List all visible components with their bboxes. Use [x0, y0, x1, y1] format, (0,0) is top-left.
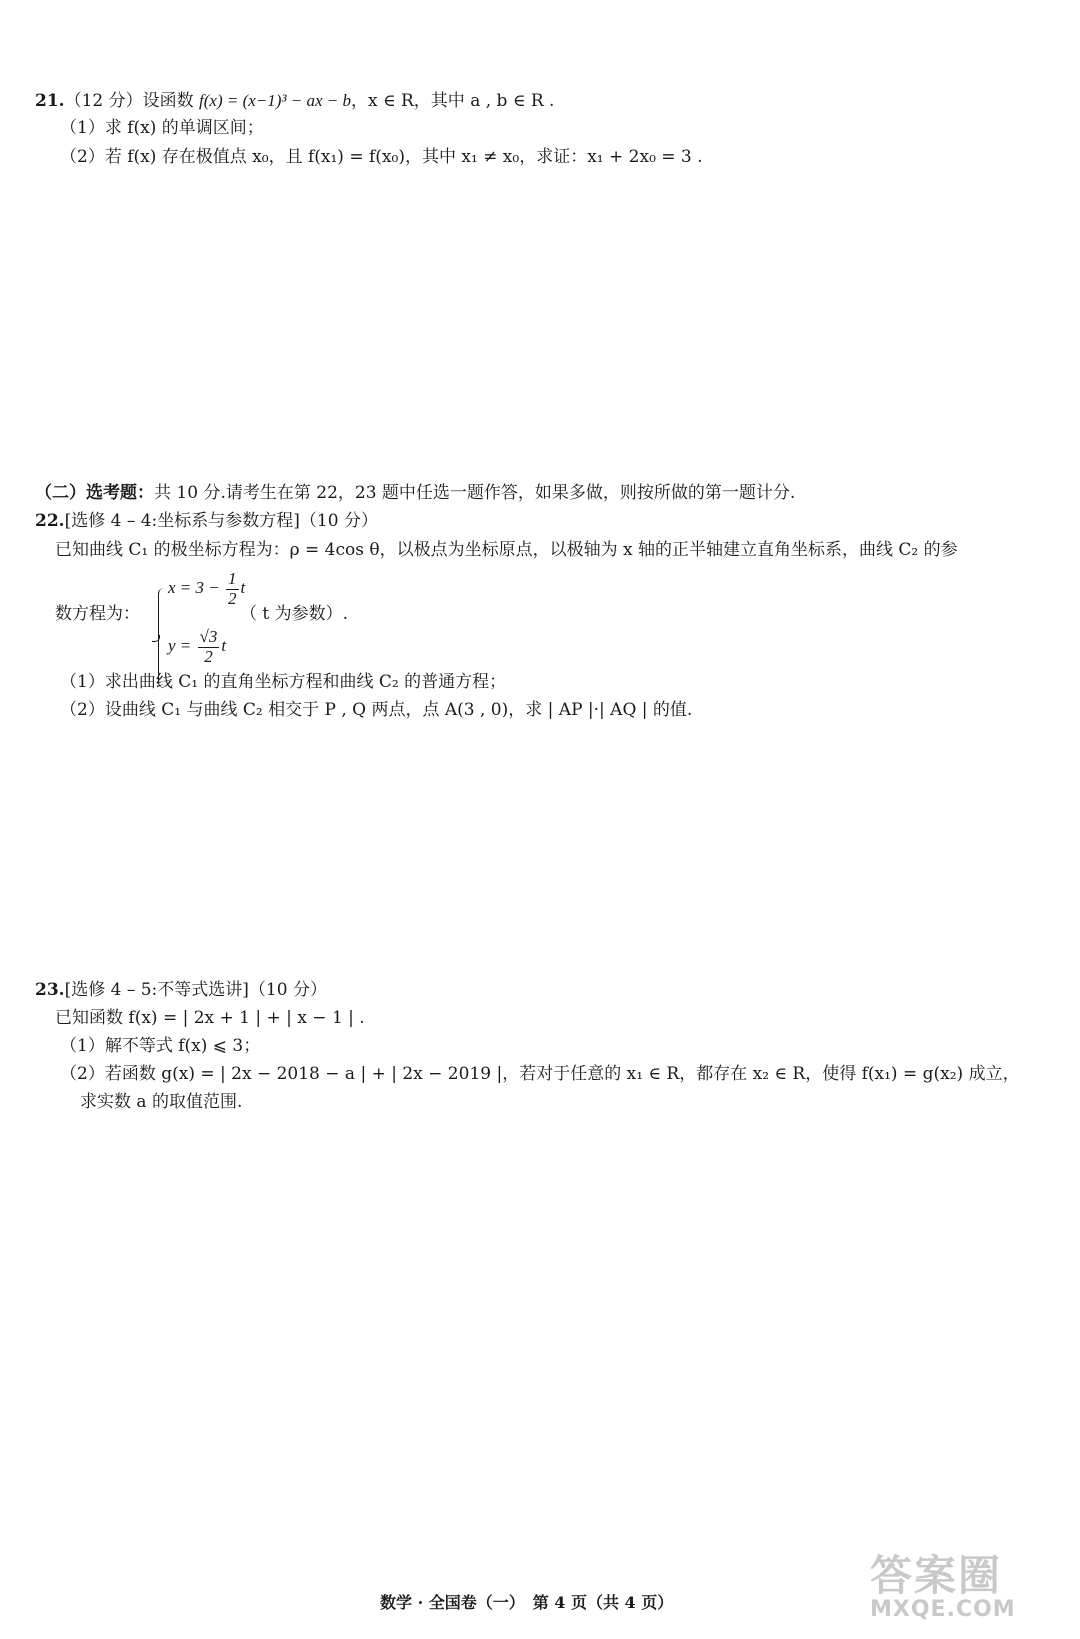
q21-part1: （1）求 f(x) 的单调区间；	[60, 118, 264, 138]
fraction-numerator: √3	[199, 627, 218, 646]
q23-part1: （1）解不等式 f(x) ⩽ 3；	[60, 1036, 261, 1056]
section2-label: （二）选考题：	[35, 483, 154, 503]
q22-param-note: （ t 为参数）.	[240, 604, 349, 624]
q22-line1: 已知曲线 C₁ 的极坐标方程为：ρ = 4cos θ，以极点为坐标原点，以极轴为 x 轴的正半轴建立直角坐标系，曲线 C₂ 的参	[55, 540, 958, 560]
param-eq-y-fraction	[198, 628, 220, 666]
watermark-logo	[870, 1551, 1070, 1635]
param-eq-y-right: t	[221, 636, 227, 656]
fraction-denominator: 2	[204, 646, 213, 666]
q22-param-label: 数方程为：	[55, 604, 140, 624]
watermark-logo-text: 答案圈	[870, 1551, 1003, 1600]
q22-part2: （2）设曲线 C₁ 与曲线 C₂ 相交于 P , Q 两点，点 A(3 , 0)，求 | AP |·| AQ | 的值.	[60, 700, 693, 720]
q22-head: [选修 4 – 4:坐标系与参数方程]（10 分）	[64, 511, 378, 531]
q23-number: 23.	[35, 980, 65, 1000]
fraction-denominator: 2	[228, 588, 237, 608]
q23-title	[35, 980, 327, 1001]
param-eq-y	[168, 628, 226, 666]
q21-function: f(x) = (x−1)³ − ax − b	[199, 91, 352, 110]
q23-line1: 已知函数 f(x) = | 2x + 1 | + | x − 1 | .	[55, 1008, 365, 1028]
q21-head: （12 分）设函数	[64, 91, 200, 111]
section2-text: 共 10 分.请考生在第 22，23 题中任选一题作答，如果多做，则按所做的第一题计分.	[154, 483, 796, 503]
watermark-site: MXQE.COM	[870, 1597, 1016, 1622]
page-footer: 数学 · 全国卷（一） 第 4 页（共 4 页）	[380, 1593, 674, 1612]
q21-title	[35, 90, 554, 112]
q21-domain: ，x ∈ R，其中 a , b ∈ R .	[351, 91, 555, 111]
q21-number: 21.	[35, 91, 65, 111]
q22-part1: （1）求出曲线 C₁ 的直角坐标方程和曲线 C₂ 的普通方程；	[60, 672, 507, 692]
param-eq-x-left: x = 3 −	[168, 578, 220, 598]
q23-part2: （2）若函数 g(x) = | 2x − 2018 − a | + | 2x − 2019 |，若对于任意的 x₁ ∈ R，都存在 x₂ ∈ R，使得 f(x₁) = g(x₂) 成立，	[60, 1064, 1020, 1084]
q23-head: [选修 4 – 5:不等式选讲]（10 分）	[64, 980, 327, 1000]
fraction-numerator: 1	[228, 569, 237, 588]
param-eq-x-right: t	[240, 578, 246, 598]
q22-number: 22.	[35, 511, 65, 531]
q22-title	[35, 511, 378, 532]
param-eq-y-left: y =	[168, 636, 192, 656]
param-eq-x-fraction	[226, 570, 239, 608]
section2-header	[35, 483, 795, 504]
q23-part2-continued: 求实数 a 的取值范围.	[80, 1092, 243, 1112]
param-eq-x	[168, 570, 245, 608]
q21-part2: （2）若 f(x) 存在极值点 x₀，且 f(x₁) = f(x₀)，其中 x₁ ≠ x₀，求证：x₁ + 2x₀ = 3 .	[60, 147, 703, 167]
